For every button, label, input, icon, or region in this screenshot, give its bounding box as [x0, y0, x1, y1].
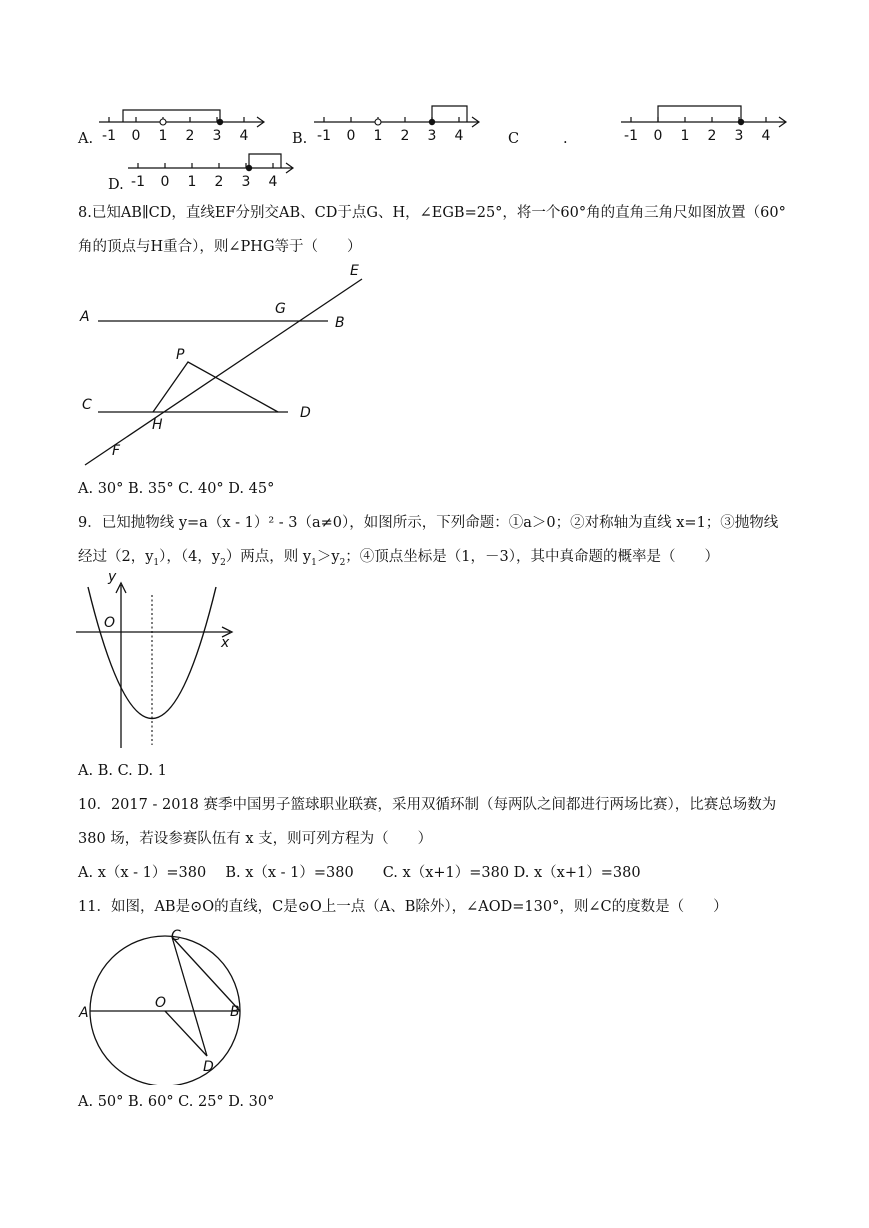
number-line-option-a: [95, 100, 275, 150]
label-o: O: [155, 995, 167, 1011]
tick-label: 0: [131, 128, 141, 144]
label-a: A: [80, 309, 90, 325]
q11-stem-line1: 11．如图，AB是⊙O的直线，C是⊙O上一点（A、B除外），∠AOD=130°，则∠C的度数是（ ）: [78, 899, 728, 915]
option-d-label: D.: [108, 177, 124, 193]
tick-label: 4: [268, 174, 278, 190]
tick-label: 0: [653, 128, 663, 144]
tick-label: 3: [212, 128, 222, 144]
label-e: E: [350, 263, 359, 279]
label-c: C: [171, 928, 181, 944]
tick-label: -1: [317, 128, 331, 144]
q8-figure: [70, 255, 390, 470]
tick-label: 2: [400, 128, 410, 144]
tick-label: 3: [734, 128, 744, 144]
q8-stem-line1: 8.已知AB∥CD，直线EF分别交AB、CD于点G、H，∠EGB=25°，将一个60°角的直角三角尺如图放置（60°: [78, 205, 786, 221]
label-g: G: [275, 301, 286, 317]
option-b-label: B.: [292, 131, 308, 147]
q11-circle-figure: [75, 925, 255, 1085]
q11-answers: A. 50° B. 60° C. 25° D. 30°: [78, 1094, 275, 1110]
tick-label: 4: [761, 128, 771, 144]
q9-answers: A. B. C. D. 1: [78, 763, 167, 779]
label-d: D: [300, 405, 311, 421]
tick-label: -1: [102, 128, 116, 144]
tick-label: 0: [346, 128, 356, 144]
option-c-dot: .: [563, 131, 568, 147]
label-p: P: [176, 347, 185, 363]
q10-stem-line2: 380 场，若设参赛队伍有 x 支，则可列方程为（ ）: [78, 831, 433, 847]
y-axis-label: y: [108, 569, 117, 585]
tick-label: 4: [454, 128, 464, 144]
q9-stem-line2: 经过（2，$y_1$），（4，$y_2$）两点，则 $y_1>y_2$；④顶点坐标是（1，－3），其中真命题的概率是（ ）: [78, 549, 719, 568]
origin-label: O: [104, 615, 116, 631]
number-line-option-b: [310, 100, 490, 150]
tick-label: 1: [187, 174, 197, 190]
tick-label: 1: [680, 128, 690, 144]
tick-label: 3: [241, 174, 251, 190]
tick-label: -1: [624, 128, 638, 144]
tick-label: 3: [427, 128, 437, 144]
tick-label: -1: [131, 174, 145, 190]
tick-label: 2: [707, 128, 717, 144]
option-a-label: A.: [78, 131, 94, 147]
label-b: B: [335, 315, 345, 331]
q8-stem-line2: 角的顶点与H重合），则∠PHG等于（ ）: [78, 239, 362, 255]
option-c-label: C: [508, 131, 520, 147]
tick-label: 1: [158, 128, 168, 144]
q9-stem-line1: 9．已知抛物线 y=a（x - 1）² - 3（a≠0），如图所示，下列命题：①a＞0；②对称轴为直线 x=1；③抛物线: [78, 515, 779, 531]
q10-stem-line1: 10．2017 - 2018 赛季中国男子篮球职业联赛，采用双循环制（每两队之间都进行两场比赛），比赛总场数为: [78, 797, 777, 813]
q8-answers: A. 30° B. 35° C. 40° D. 45°: [78, 481, 275, 497]
number-line-option-c: [617, 100, 797, 150]
tick-label: 2: [214, 174, 224, 190]
label-a: A: [79, 1005, 89, 1021]
label-h: H: [152, 417, 163, 433]
label-b: B: [230, 1004, 240, 1020]
label-d: D: [203, 1059, 214, 1075]
tick-label: 2: [185, 128, 195, 144]
number-line-option-d: [124, 146, 304, 196]
label-c: C: [82, 397, 92, 413]
tick-label: 1: [373, 128, 383, 144]
label-f: F: [112, 443, 121, 459]
x-axis-label: x: [221, 635, 230, 651]
q9-parabola-figure: [70, 565, 245, 755]
tick-label: 4: [239, 128, 249, 144]
q10-answers: A. x（x - 1）=380 B. x（x - 1）=380 C. x（x+1）=380 D. x（x+1）=380: [78, 865, 641, 881]
tick-label: 0: [160, 174, 170, 190]
